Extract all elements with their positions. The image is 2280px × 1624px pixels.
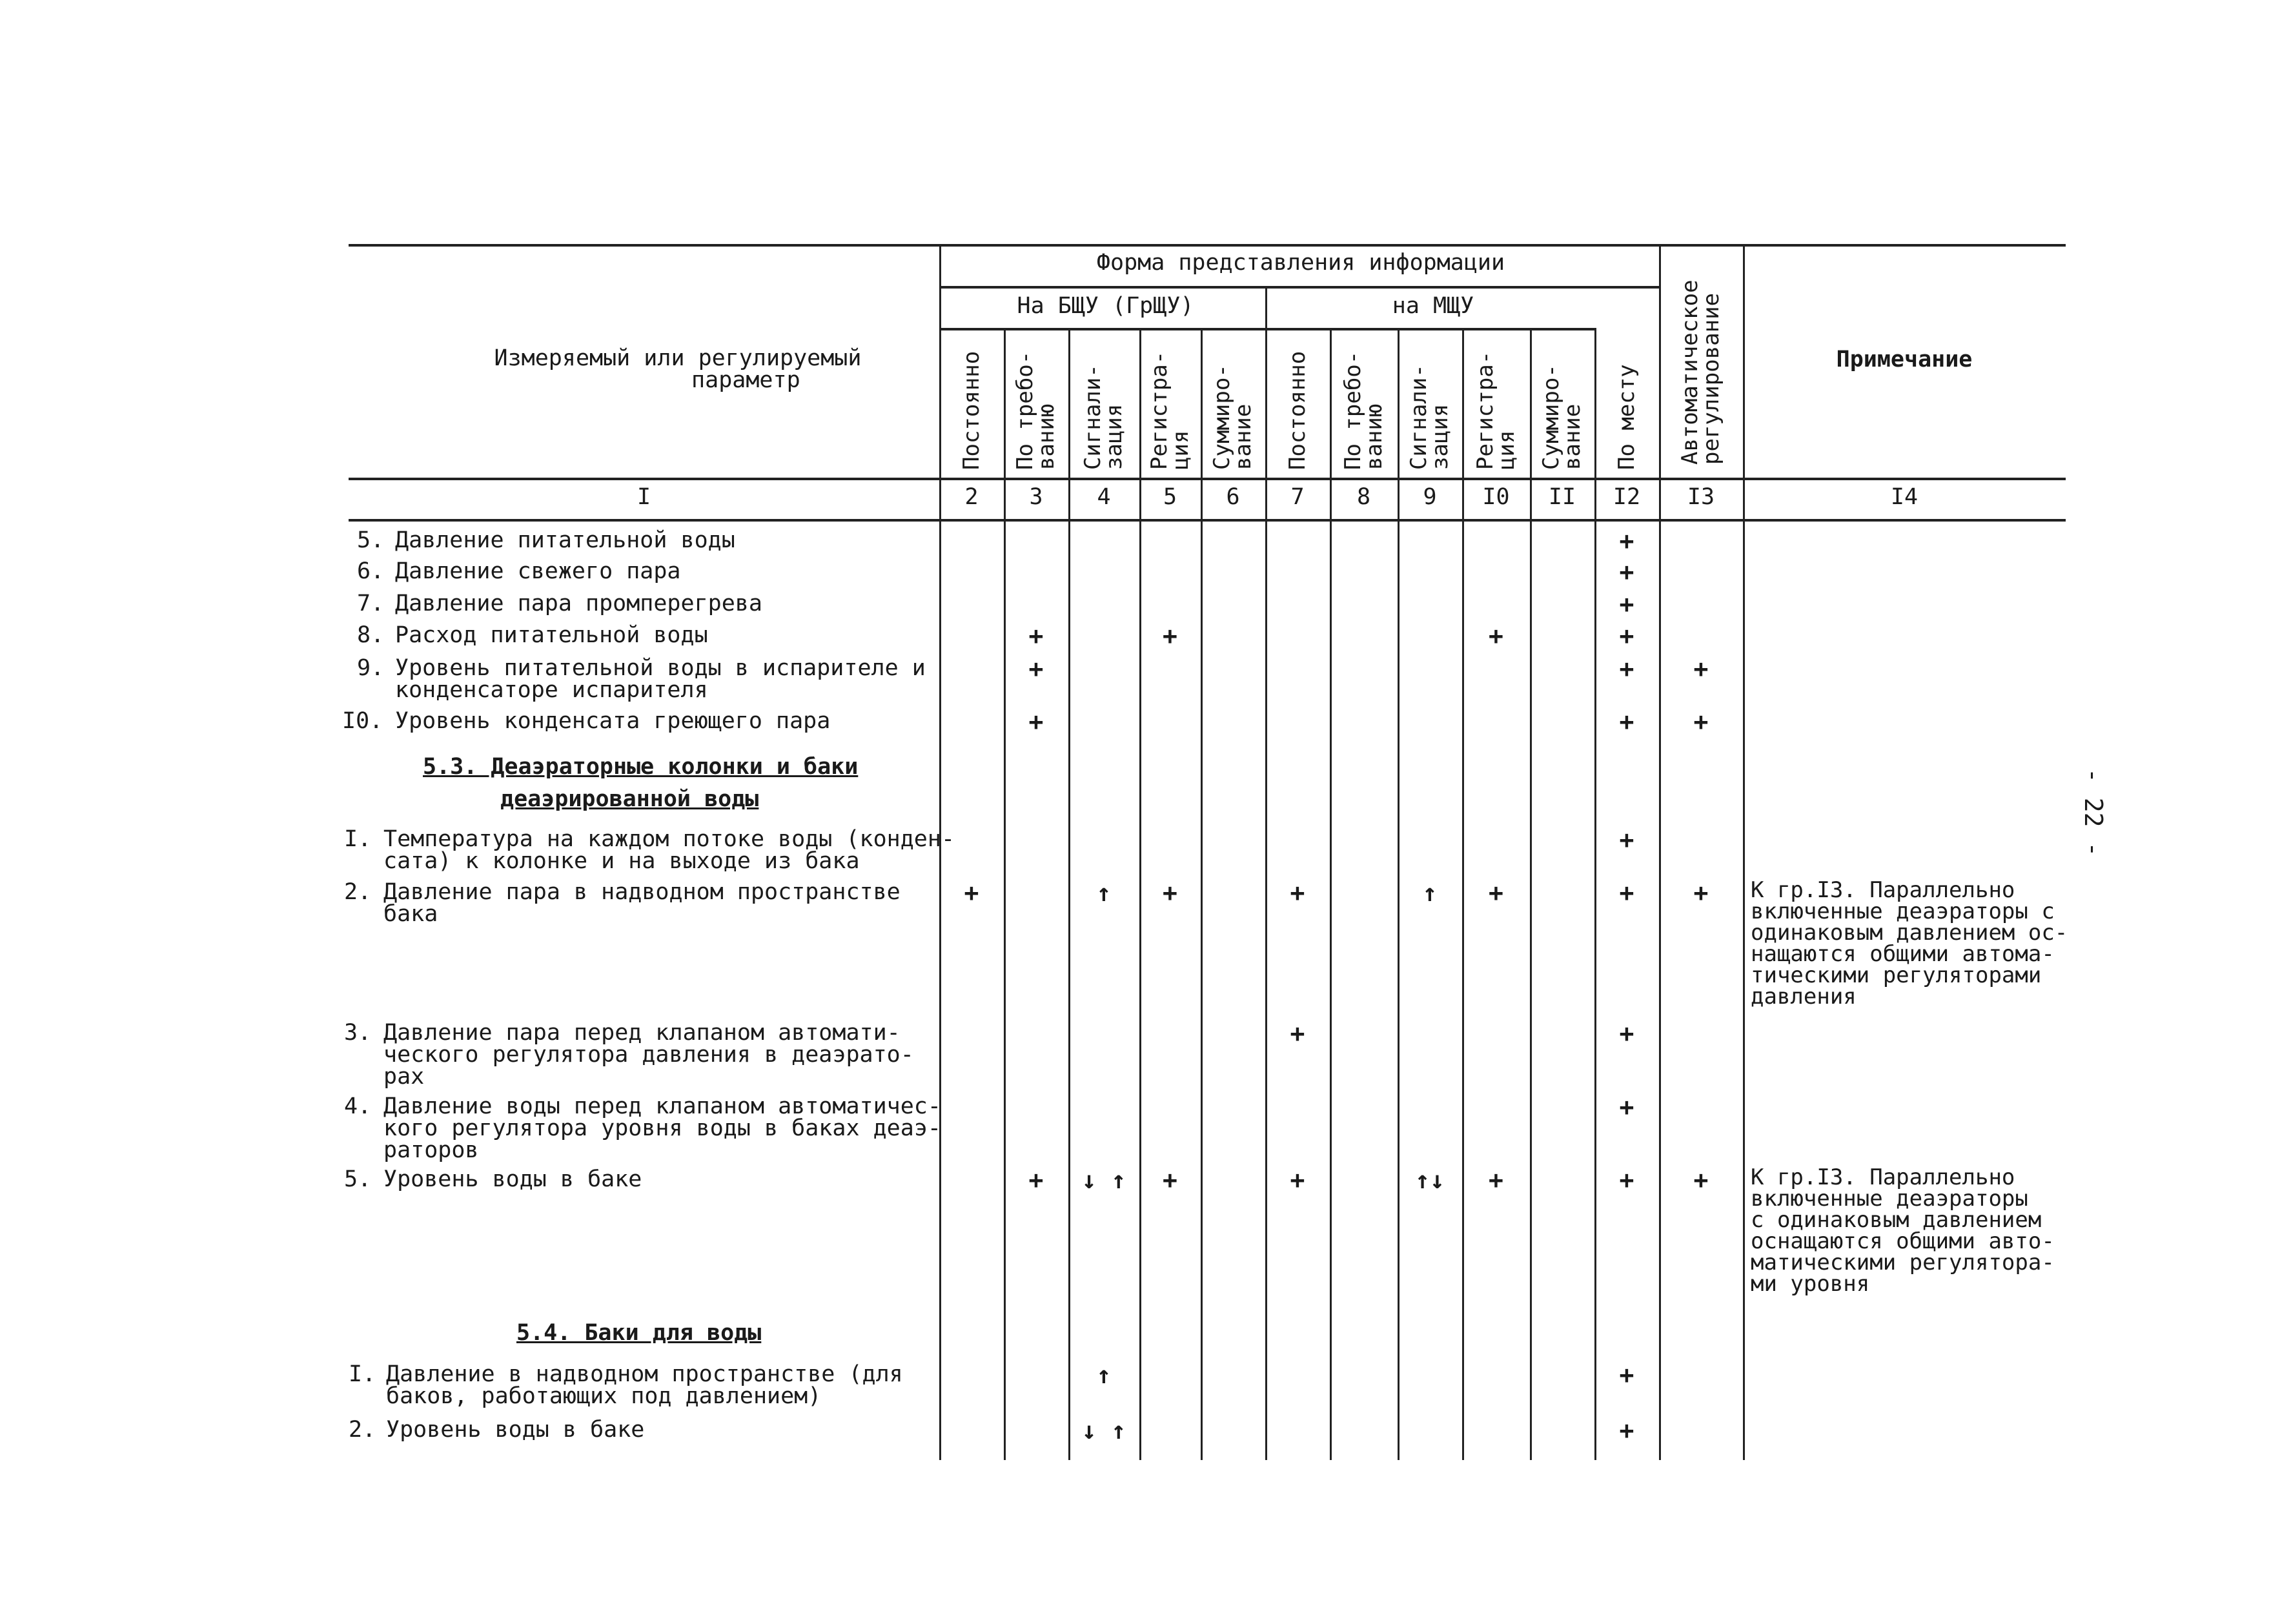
parameter-name: Расход питательной воды	[395, 622, 708, 648]
param-column-header: Измеряемый или регулируемый параметр	[494, 345, 862, 393]
table-mark: +	[1693, 707, 1709, 736]
table-mark: +	[1489, 878, 1503, 907]
row-number: I.	[344, 826, 372, 852]
table-mark: +	[1619, 558, 1634, 586]
column-divider	[1659, 244, 1661, 1460]
subheader-col-12: По месту	[1613, 364, 1640, 470]
section-5-4-heading: 5.4. Баки для воды	[516, 1320, 762, 1346]
table-mark: ↑	[1422, 878, 1438, 907]
table-mark: ↓ ↑	[1081, 1166, 1126, 1194]
row-number: 9.	[357, 655, 385, 681]
row-number: 4.	[344, 1093, 372, 1119]
col-number-8: 8	[1356, 484, 1371, 510]
table-mark: +	[1290, 1019, 1305, 1048]
table-mark: +	[1163, 622, 1177, 650]
mshu-group-header: на МЩУ	[1392, 293, 1474, 319]
parameter-name: Уровень питательной воды в испарителе и конденсаторе испарителя	[395, 655, 926, 703]
bshu-group-header: На БЩУ (ГрЩУ)	[1017, 293, 1194, 319]
parameter-name: Давление пара в надводном пространстве бака	[383, 879, 901, 927]
row-number: 5.	[344, 1166, 372, 1192]
table-mark: +	[1619, 1093, 1634, 1121]
parameter-name: Уровень воды в баке	[386, 1417, 645, 1443]
table-mark: +	[1619, 1166, 1634, 1194]
col-number-12: I2	[1613, 484, 1641, 510]
subheader-col-13: Автоматическое регулирование	[1677, 279, 1724, 465]
table-mark: +	[1489, 622, 1503, 650]
table-mark: +	[1163, 1166, 1177, 1194]
col-number-7: 7	[1290, 484, 1305, 510]
table-mark: +	[964, 878, 979, 907]
col-number-4: 4	[1097, 484, 1111, 510]
page-number: - 22 -	[2079, 768, 2108, 857]
row-number: 6.	[357, 558, 385, 584]
section-5-3-heading: 5.3. Деаэраторные колонки и баки	[423, 754, 859, 780]
note-column-header: Примечание	[1836, 347, 1973, 372]
subheader-col-9: Сигнали- зация	[1406, 364, 1453, 470]
subheader-col-2: Постоянно	[958, 350, 984, 470]
table-mark: ↑	[1096, 1361, 1112, 1389]
section-5-3-heading-line2: деаэрированной воды	[500, 786, 759, 812]
table-mark: ↑	[1096, 878, 1112, 907]
table-mark: +	[1619, 1361, 1634, 1389]
form-title-header: Форма представления информации	[1096, 250, 1505, 276]
row-number: 7.	[357, 591, 385, 616]
col-number-6: 6	[1226, 484, 1240, 510]
table-mark: +	[1693, 878, 1709, 907]
parameter-name: Давление питательной воды	[395, 527, 735, 553]
table-mark: +	[1619, 1416, 1634, 1445]
col-number-13: I3	[1687, 484, 1715, 510]
subheader-col-10: Регистра- ция	[1472, 350, 1520, 470]
table-mark: +	[1619, 622, 1634, 650]
row-note: К гр.I3. Параллельно включенные деаэраторы с одинаковым давлением оснащаются общими авто- матическими регулятора- ми уровня	[1751, 1164, 2055, 1297]
col-number-3: 3	[1029, 484, 1043, 510]
form-header-rule	[939, 286, 1659, 289]
table-mark: +	[1619, 707, 1634, 736]
row-number: I0.	[342, 708, 383, 734]
table-mark: ↑↓	[1415, 1166, 1445, 1194]
table-mark: +	[1290, 1166, 1305, 1194]
parameter-name: Температура на каждом потоке воды (конден- сата) к колонке и на выходе из бака	[383, 826, 955, 874]
row-note: К гр.I3. Параллельно включенные деаэраторы с одинаковым давлением ос- нащаются общими автома- тическими регуляторами давления	[1751, 877, 2068, 1010]
subheader-col-3: По требо- ванию	[1012, 350, 1059, 470]
table-mark: +	[1619, 527, 1634, 555]
table-mark: +	[1290, 878, 1305, 907]
table-mark: +	[1028, 707, 1044, 736]
table-mark: +	[1619, 655, 1634, 683]
subheader-col-6: Суммиро- вание	[1209, 364, 1256, 470]
top-rule	[349, 244, 2066, 247]
subheader-col-5: Регистра- ция	[1146, 350, 1194, 470]
parameter-name: Уровень конденсата греющего пара	[395, 708, 831, 734]
subheader-col-4: Сигнали- зация	[1080, 364, 1127, 470]
subheader-col-7: Постоянно	[1284, 350, 1310, 470]
header-bottom-rule	[349, 478, 2066, 480]
row-number: 2.	[349, 1417, 376, 1443]
col-number-rule	[349, 519, 2066, 522]
table-mark: +	[1619, 1019, 1634, 1048]
row-number: I.	[349, 1361, 376, 1387]
table-mark: +	[1163, 878, 1177, 907]
parameter-name: Уровень воды в баке	[383, 1166, 642, 1192]
col-number-14: I4	[1890, 484, 1919, 510]
row-number: 3.	[344, 1020, 372, 1046]
row-number: 8.	[357, 622, 385, 648]
col-number-5: 5	[1163, 484, 1177, 510]
col-number-1: I	[636, 484, 651, 510]
parameter-name: Давление пара перед клапаном автомати- ческого регулятора давления в деаэрато- рах	[383, 1020, 914, 1090]
table-mark: +	[1693, 1166, 1709, 1194]
row-number: 2.	[344, 879, 372, 905]
parameter-name: Давление свежего пара	[395, 558, 681, 584]
table-mark: +	[1619, 590, 1634, 618]
col-number-2: 2	[964, 484, 979, 510]
subheader-col-8: По требо- ванию	[1339, 350, 1387, 470]
table-mark: +	[1028, 622, 1044, 650]
col-number-11: II	[1548, 484, 1576, 510]
table-mark: +	[1693, 655, 1709, 683]
table-mark: ↓ ↑	[1081, 1416, 1126, 1445]
table-mark: +	[1028, 655, 1044, 683]
col-number-10: I0	[1482, 484, 1510, 510]
parameter-name: Давление воды перед клапаном автоматичес- кого регулятора уровня воды в баках деаэ- раторов	[383, 1093, 941, 1163]
row-number: 5.	[357, 527, 385, 553]
subheader-col-11: Суммиро- вание	[1538, 364, 1585, 470]
table-mark: +	[1028, 1166, 1044, 1194]
table-mark: +	[1489, 1166, 1503, 1194]
column-divider	[1743, 244, 1745, 1460]
table-mark: +	[1619, 826, 1634, 854]
col-number-9: 9	[1423, 484, 1437, 510]
parameter-name: Давление в надводном пространстве (для баков, работающих под давлением)	[386, 1361, 903, 1409]
parameter-name: Давление пара промперегрева	[395, 591, 762, 616]
table-mark: +	[1619, 878, 1634, 907]
